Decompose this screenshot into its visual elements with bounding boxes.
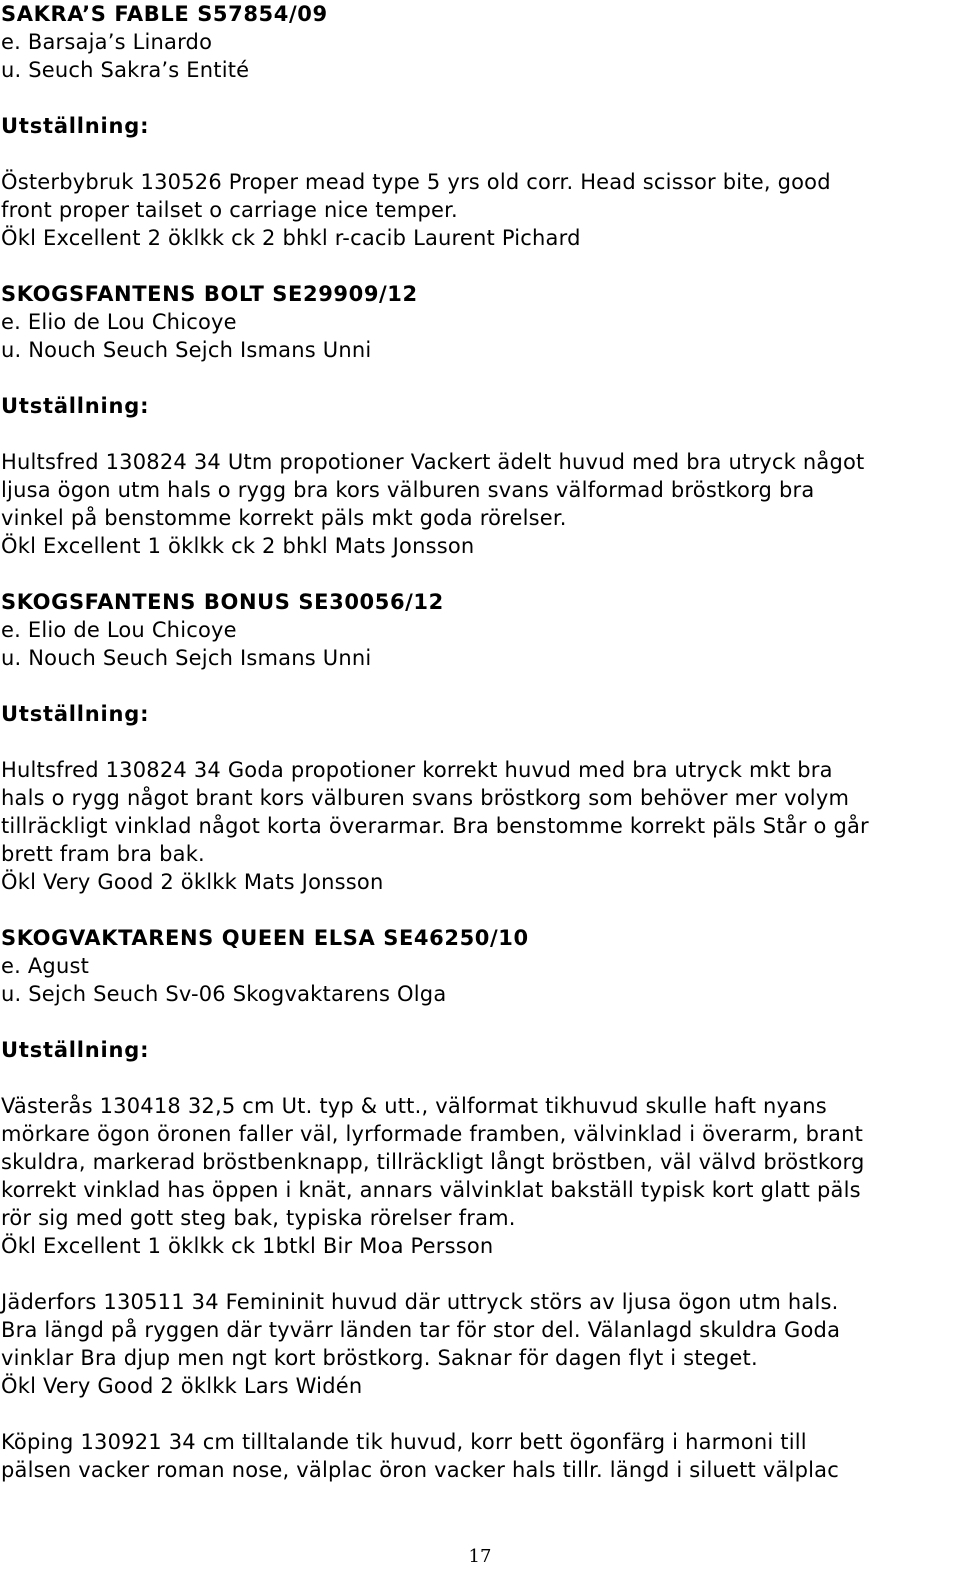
text-line: Ökl Excellent 2 öklkk ck 2 bhkl r-cacib Laurent Pichard <box>1 226 581 250</box>
dog-title: SAKRA’S FABLE S57854/09 <box>1 2 328 26</box>
text-line: Hultsfred 130824 34 Utm propotioner Vackert ädelt huvud med bra utryck något <box>1 450 865 474</box>
text-line: tillräckligt vinklad något korta överarmar. Bra benstomme korrekt päls Står o går <box>1 814 869 838</box>
text-line: rör sig med gott steg bak, typiska rörelser fram. <box>1 1206 516 1230</box>
section-heading: Utställning: <box>1 114 150 138</box>
text-line: ljusa ögon utm hals o rygg bra kors välburen svans välformad bröstkorg bra <box>1 478 815 502</box>
section-heading: Utställning: <box>1 1038 150 1062</box>
dog-title: SKOGVAKTARENS QUEEN ELSA SE46250/10 <box>1 926 529 950</box>
text-line: u. Seuch Sakra’s Entité <box>1 58 250 82</box>
text-line: u. Nouch Seuch Sejch Ismans Unni <box>1 646 372 670</box>
dog-title: SKOGSFANTENS BONUS SE30056/12 <box>1 590 444 614</box>
text-line: Västerås 130418 32,5 cm Ut. typ & utt., välformat tikhuvud skulle haft nyans <box>1 1094 827 1118</box>
text-line: Köping 130921 34 cm tilltalande tik huvud, korr bett ögonfärg i harmoni till <box>1 1430 807 1454</box>
text-line: hals o rygg något brant kors välburen svans bröstkorg som behöver mer volym <box>1 786 850 810</box>
text-line: u. Nouch Seuch Sejch Ismans Unni <box>1 338 372 362</box>
text-line: e. Barsaja’s Linardo <box>1 30 213 54</box>
text-line: korrekt vinklad has öppen i knät, annars välvinklat bakställ typisk kort glatt päls <box>1 1178 861 1202</box>
text-line: vinkel på benstomme korrekt päls mkt goda rörelser. <box>1 506 567 530</box>
text-line: vinklar Bra djup men ngt kort bröstkorg. Saknar för dagen flyt i steget. <box>1 1346 758 1370</box>
text-line: Österbybruk 130526 Proper mead type 5 yrs old corr. Head scissor bite, good <box>1 170 831 194</box>
text-line: Ökl Excellent 1 öklkk ck 2 bhkl Mats Jonsson <box>1 534 475 558</box>
text-line: Jäderfors 130511 34 Femininit huvud där uttryck störs av ljusa ögon utm hals. <box>1 1290 839 1314</box>
section-heading: Utställning: <box>1 702 150 726</box>
text-line: skuldra, markerad bröstbenknapp, tillräckligt långt bröstben, väl välvd bröstkorg <box>1 1150 865 1174</box>
text-line: u. Sejch Seuch Sv-06 Skogvaktarens Olga <box>1 982 447 1006</box>
text-line: pälsen vacker roman nose, välplac öron vacker hals tillr. längd i siluett välplac <box>1 1458 839 1482</box>
text-line: e. Elio de Lou Chicoye <box>1 618 237 642</box>
text-line: mörkare ögon öronen faller väl, lyrformade framben, välvinklad i överarm, brant <box>1 1122 864 1146</box>
section-heading: Utställning: <box>1 394 150 418</box>
text-line: Hultsfred 130824 34 Goda propotioner korrekt huvud med bra utryck mkt bra <box>1 758 833 782</box>
text-line: Bra längd på ryggen där tyvärr länden tar för stor del. Välanlagd skuldra Goda <box>1 1318 841 1342</box>
page-number: 17 <box>468 1546 492 1567</box>
text-line: Ökl Very Good 2 öklkk Lars Widén <box>1 1374 363 1398</box>
text-line: Ökl Very Good 2 öklkk Mats Jonsson <box>1 870 384 894</box>
text-line: front proper tailset o carriage nice temper. <box>1 198 458 222</box>
text-line: e. Elio de Lou Chicoye <box>1 310 237 334</box>
dog-title: SKOGSFANTENS BOLT SE29909/12 <box>1 282 418 306</box>
text-line: Ökl Excellent 1 öklkk ck 1btkl Bir Moa Persson <box>1 1234 494 1258</box>
text-line: e. Agust <box>1 954 90 978</box>
text-line: brett fram bra bak. <box>1 842 205 866</box>
